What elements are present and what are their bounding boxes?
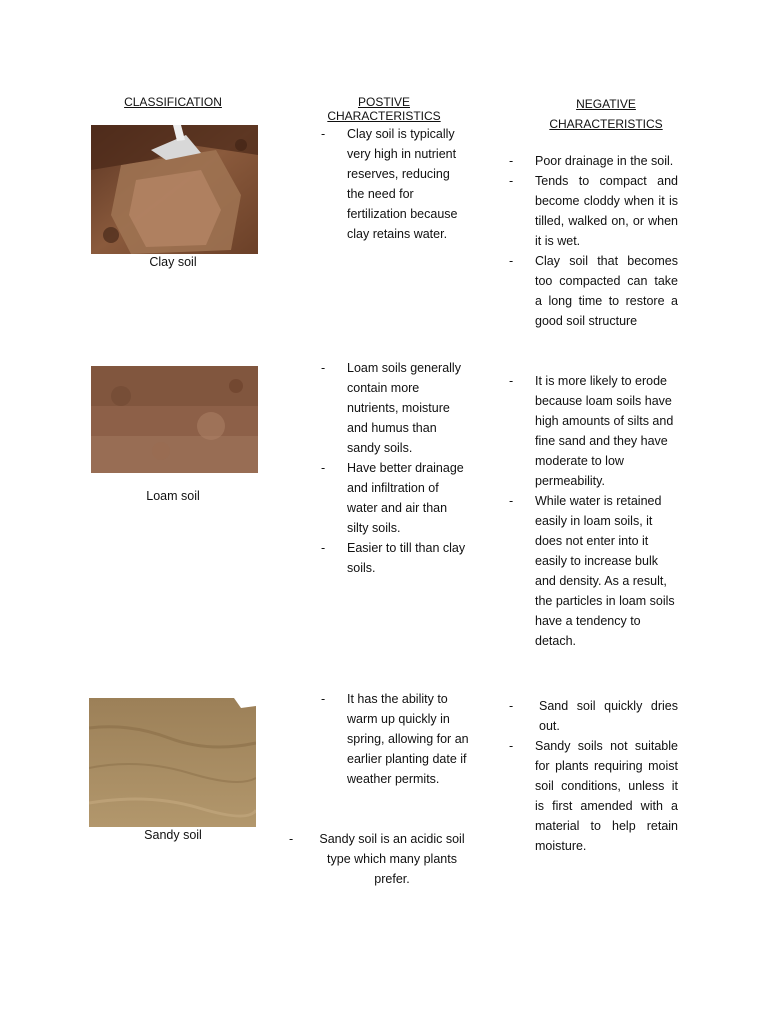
clay-negative-list: [509, 151, 678, 331]
sandy-negative-list: [509, 696, 678, 856]
list-item: - It has the ability to warm up quickly in spring, allowing for an earlier planting date if weather permits.: [321, 689, 469, 789]
sandy-soil-photo: [89, 698, 256, 827]
list-item: - Clay soil is typically very high in nutrient reserves, reducing the need for fertilization because clay retains water.: [321, 124, 469, 244]
sandy-positive-extra-dash: -: [289, 832, 294, 846]
loam-positive-list: [321, 358, 469, 578]
clay-soil-caption: Clay soil: [149, 255, 197, 269]
list-item: - Tends to compact and become cloddy when it is tilled, walked on, or when it is wet.: [509, 171, 678, 251]
list-item: - Easier to till than clay soils.: [321, 538, 469, 578]
clay-soil-photo: [91, 125, 258, 254]
header-negative-line1: NEGATIVE: [576, 97, 636, 111]
list-item: - Loam soils generally contain more nutrients, moisture and humus than sandy soils.: [321, 358, 469, 458]
loam-soil-photo: [91, 366, 258, 473]
list-item: - Poor drainage in the soil.: [509, 151, 678, 171]
list-item: - While water is retained easily in loam soils, it does not enter into it easily to increase bulk and density. As a result, the particles in loam soils have a tendency to detach.: [509, 491, 678, 651]
sandy-positive-list: [321, 689, 469, 789]
list-item: - Sandy soils not suitable for plants requiring moist soil conditions, unless it is first amended with a material to help retain moisture.: [509, 736, 678, 856]
sandy-soil-caption: Sandy soil: [144, 828, 202, 842]
list-item: - Sand soil quickly dries out.: [509, 696, 678, 736]
list-item: - Clay soil that becomes too compacted can take a long time to restore a good soil structure: [509, 251, 678, 331]
clay-positive-list: [321, 124, 469, 244]
list-item: - Have better drainage and infiltration of water and air than silty soils.: [321, 458, 469, 538]
header-negative-characteristics: [528, 94, 684, 134]
header-positive-characteristics: POSTIVE CHARACTERISTICS: [327, 95, 441, 123]
sandy-positive-extra: Sandy soil is an acidic soil type which many plants prefer.: [319, 832, 465, 886]
loam-soil-caption: Loam soil: [146, 489, 200, 503]
header-negative-line2: CHARACTERISTICS: [549, 117, 663, 131]
header-classification: CLASSIFICATION: [124, 95, 222, 109]
loam-negative-list: [509, 371, 678, 651]
list-item: - It is more likely to erode because loam soils have high amounts of silts and fine sand and they have moderate to low permeability.: [509, 371, 678, 491]
